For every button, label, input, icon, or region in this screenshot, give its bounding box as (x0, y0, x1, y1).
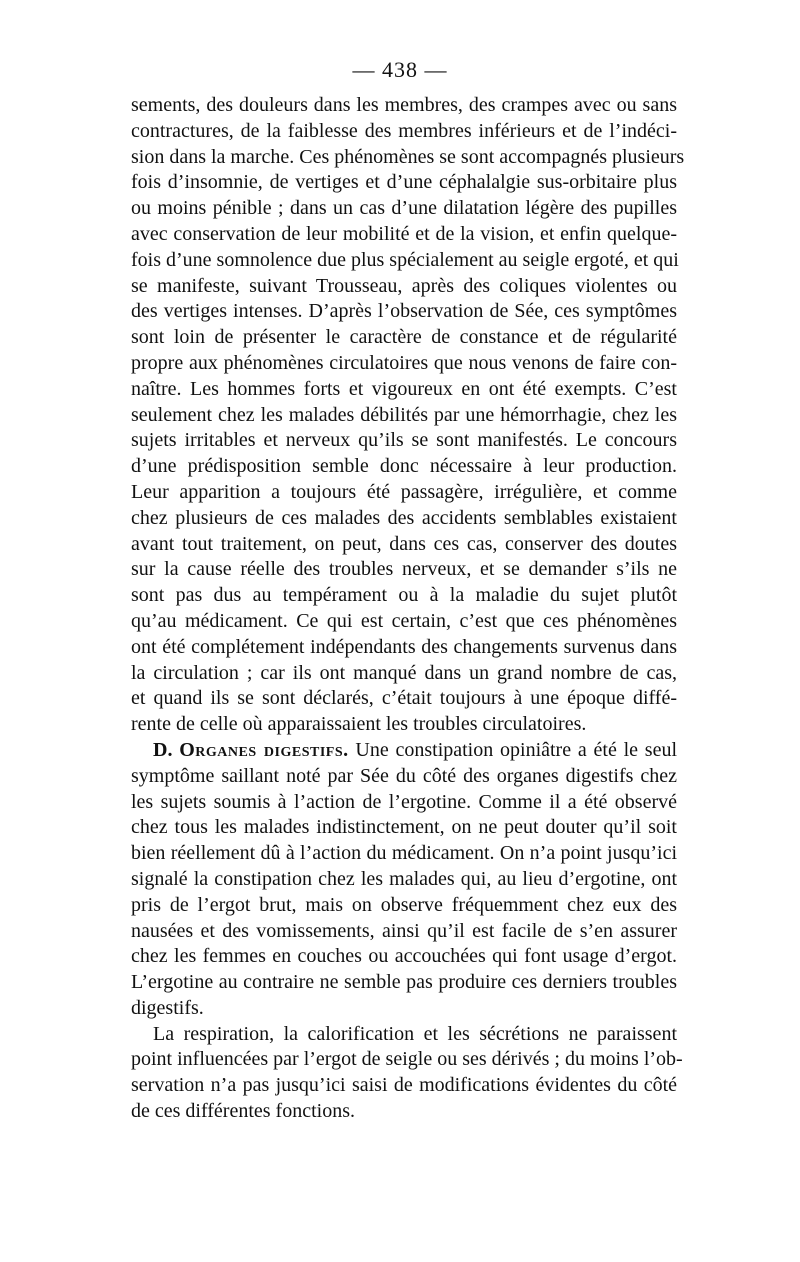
text-line: rente de celle où apparaissaient les troubles circulatoires. (131, 713, 587, 736)
text-line: des vertiges intenses. D’après l’observation de Sée, ces symptômes (131, 300, 677, 323)
text-line: symptôme saillant noté par Sée du côté des organes digestifs chez (131, 764, 677, 787)
text-line: la circulation ; car ils ont manqué dans un grand nombre de cas, (131, 661, 677, 684)
text-line: naître. Les hommes forts et vigoureux en ont été exempts. C’est (131, 377, 677, 400)
text-line: servation n’a pas jusqu’ici saisi de modifications évidentes du côté (131, 1074, 677, 1097)
text-line: bien réellement dû à l’action du médicament. On n’a point jusqu’ici (131, 842, 677, 865)
text-line: fois d’une somnolence due plus spécialement au seigle ergoté, et qui (131, 248, 679, 271)
text-line: sont loin de présenter le caractère de constance et de régularité (131, 326, 677, 349)
text-line: sion dans la marche. Ces phénomènes se sont accompagnés plusieurs (131, 145, 685, 168)
text-line: L’ergotine au contraire ne semble pas produire ces derniers troubles (131, 971, 677, 994)
text-line: se manifeste, suivant Trousseau, après des coliques violentes ou (131, 274, 677, 297)
text-line: chez tous les malades indistinctement, on ne peut douter qu’il soit (131, 816, 677, 839)
body-text (131, 93, 685, 1125)
paragraph-2 (131, 738, 677, 1022)
text-line: sur la cause réelle des troubles nerveux, et se demander s’ils ne (131, 558, 677, 581)
text-line: les sujets soumis à l’action de l’ergotine. Comme il a été observé (131, 790, 677, 813)
text-line: chez plusieurs de ces malades des accidents semblables existaient (131, 506, 677, 529)
text-line: avant tout traitement, on peut, dans ces cas, conserver des doutes (131, 532, 677, 555)
text-line: chez les femmes en couches ou accouchées qui font usage d’ergot. (131, 945, 677, 968)
text-line: seulement chez les malades débilités par une hémorrhagie, chez les (131, 403, 677, 426)
section-title: Organes digestifs. (179, 738, 349, 761)
text-line: point influencées par l’ergot de seigle ou ses dérivés ; du moins l’ob- (131, 1048, 683, 1071)
text-line: nausées et des vomissements, ainsi qu’il est facile de s’en assurer (131, 919, 677, 942)
page-number: — 438 — (352, 57, 448, 82)
section-first-line-text: Une constipation opiniâtre a été le seul (355, 738, 678, 761)
section-letter: D. (153, 738, 173, 761)
text-line: sements, des douleurs dans les membres, des crampes avec ou sans (131, 94, 677, 116)
text-line: contractures, de la faiblesse des membres inférieurs et de l’indéci- (131, 119, 677, 142)
text-line: qu’au médicament. Ce qui est certain, c’est que ces phénomènes (131, 609, 677, 632)
text-line: La respiration, la calorification et les sécrétions ne paraissent (153, 1022, 677, 1045)
text-line: et quand ils se sont déclarés, c’était toujours à une époque diffé- (131, 687, 677, 710)
text-line: sujets irritables et nerveux qu’ils se sont manifestés. Le concours (131, 429, 677, 452)
text-line: ou moins pénible ; dans un cas d’une dilatation légère des pupilles (131, 197, 677, 220)
text-line: ont été complétement indépendants des changements survenus dans (131, 635, 677, 658)
text-line: Leur apparition a toujours été passagère, irrégulière, et comme (131, 480, 677, 503)
text-line: signalé la constipation chez les malades qui, au lieu d’ergotine, ont (131, 867, 677, 890)
text-line: d’une prédisposition semble donc nécessaire à leur production. (131, 455, 677, 478)
text-line: pris de l’ergot brut, mais on observe fréquemment chez eux des (131, 893, 677, 916)
paragraph-1 (131, 93, 685, 738)
text-line: fois d’insomnie, de vertiges et d’une céphalalgie sus-orbitaire plus (131, 171, 677, 194)
paragraph-3 (131, 1022, 683, 1125)
section-heading-line (131, 738, 677, 764)
text-line: digestifs. (131, 996, 204, 1019)
text-line: de ces différentes fonctions. (131, 1100, 355, 1123)
text-line: propre aux phénomènes circulatoires que nous venons de faire con- (131, 351, 677, 374)
text-line: avec conservation de leur mobilité et de la vision, et enfin quelque- (131, 222, 677, 245)
text-line: sont pas dus au tempérament ou à la maladie du sujet plutôt (131, 584, 677, 607)
